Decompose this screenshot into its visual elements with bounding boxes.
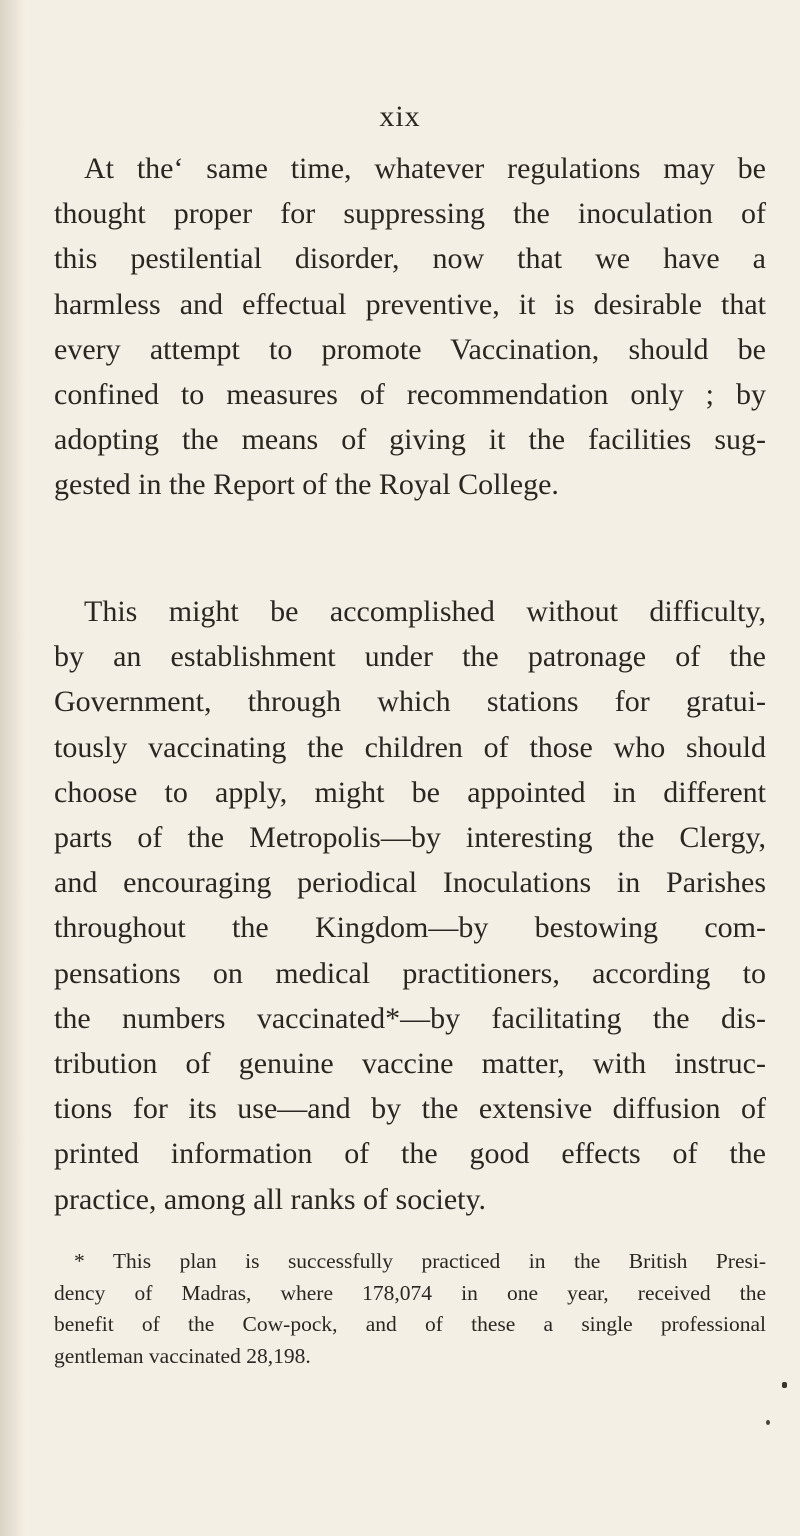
footnote-line: benefit of the Cow-pock, and of these a single professional	[54, 1312, 766, 1337]
text-line: and encouraging periodical Inoculations in Parishes	[54, 866, 766, 900]
text-line: Government, through which stations for gratui-	[54, 685, 766, 719]
text-line: tions for its use—and by the extensive diffusion of	[54, 1092, 766, 1126]
ink-speck	[766, 1420, 770, 1425]
text-line: throughout the Kingdom—by bestowing com-	[54, 911, 766, 945]
footnote-line: dency of Madras, where 178,074 in one year, received the	[54, 1280, 766, 1305]
paragraph-establishment-plan	[54, 589, 766, 1222]
footnote	[54, 1246, 766, 1372]
text-line: every attempt to promote Vaccination, should be	[54, 332, 766, 366]
signature-mark	[782, 1382, 787, 1388]
footnote-line: gentleman vaccinated 28,198.	[54, 1343, 311, 1368]
text-line: At theʻ same time, whatever regulations may be	[84, 152, 766, 185]
paragraph-vaccination-measures	[54, 146, 766, 508]
text-line: parts of the Metropolis—by interesting the Clergy,	[54, 821, 766, 855]
text-line: practice, among all ranks of society.	[54, 1182, 487, 1216]
text-line: harmless and effectual preventive, it is desirable that	[54, 287, 766, 321]
text-line: this pestilential disorder, now that we have a	[54, 242, 766, 276]
text-line: by an establishment under the patronage of the	[54, 640, 766, 674]
text-line: gested in the Report of the Royal College.	[54, 468, 559, 502]
text-line: thought proper for suppressing the inoculation of	[54, 197, 766, 231]
text-line: the numbers vaccinated*—by facilitating the dis-	[54, 1001, 766, 1035]
footnote-line: * This plan is successfully practiced in the British Presi-	[74, 1249, 766, 1273]
text-line: choose to apply, might be appointed in different	[54, 775, 766, 809]
text-line: confined to measures of recommendation only ; by	[54, 378, 766, 412]
text-line: tribution of genuine vaccine matter, with instruc-	[54, 1047, 766, 1081]
text-line: pensations on medical practitioners, according to	[54, 956, 766, 990]
text-line: This might be accomplished without difficulty,	[84, 595, 766, 628]
page-number: xix	[379, 100, 421, 133]
text-line: adopting the means of giving it the facilities sug-	[54, 423, 766, 457]
text-line: tously vaccinating the children of those who should	[54, 730, 766, 764]
text-line: printed information of the good effects of the	[54, 1137, 766, 1171]
